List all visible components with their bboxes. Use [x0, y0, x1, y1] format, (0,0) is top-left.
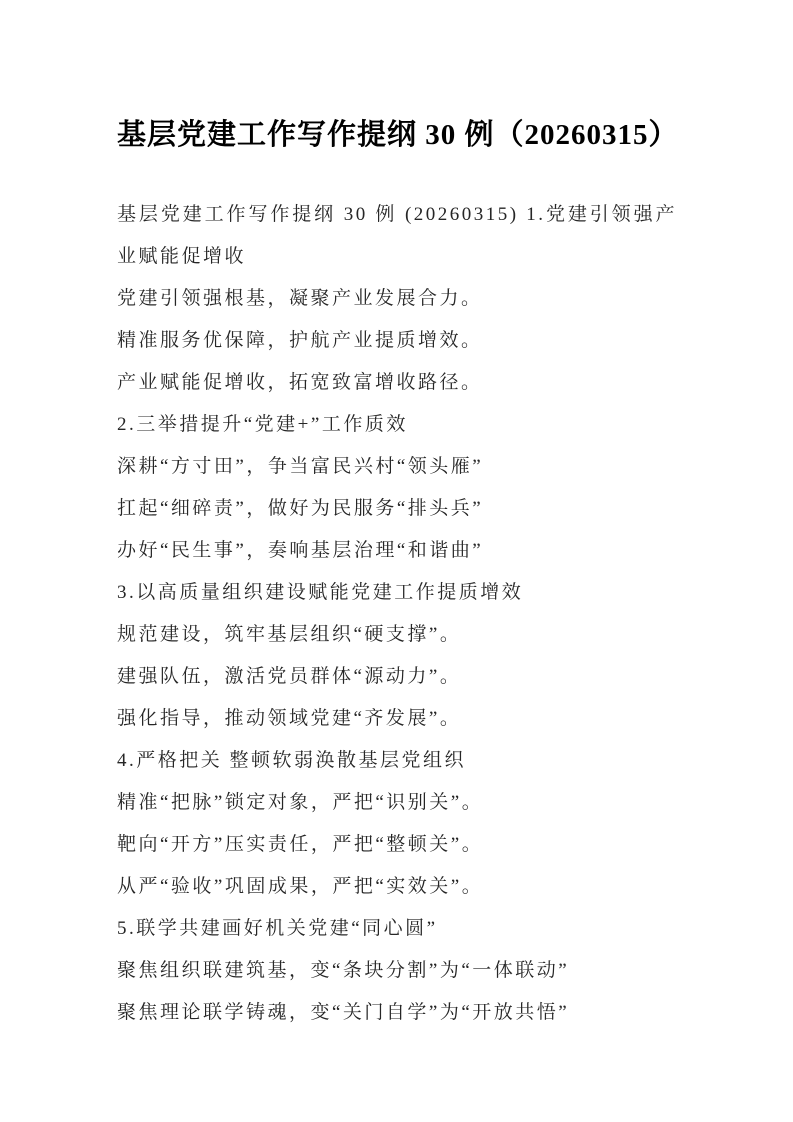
paragraph: 4.严格把关 整顿软弱涣散基层党组织 — [117, 750, 467, 771]
paragraph: 2.三举措提升“党建+”工作质效 — [117, 414, 408, 435]
paragraph: 党建引领强根基，凝聚产业发展合力。 — [117, 288, 483, 309]
paragraph: 精准“把脉”锁定对象，严把“识别关”。 — [117, 792, 484, 813]
paragraph: 建强队伍，激活党员群体“源动力”。 — [117, 666, 462, 687]
paragraph: 3.以高质量组织建设赋能党建工作提质增效 — [117, 582, 524, 603]
paragraph: 深耕“方寸田”，争当富民兴村“领头雁” — [117, 456, 484, 477]
paragraph: 从严“验收”巩固成果，严把“实效关”。 — [117, 876, 484, 897]
page-title: 基层党建工作写作提纲 30 例（20260315） — [117, 119, 679, 151]
paragraph: 5.联学共建画好机关党建“同心圆” — [117, 918, 438, 939]
paragraph: 聚焦理论联学铸魂，变“关门自学”为“开放共悟” — [117, 1002, 570, 1023]
paragraph: 办好“民生事”，奏响基层治理“和谐曲” — [117, 540, 484, 561]
paragraph: 强化指导，推动领域党建“齐发展”。 — [117, 708, 462, 729]
paragraph: 聚焦组织联建筑基，变“条块分割”为“一体联动” — [117, 960, 570, 981]
paragraph: 产业赋能促增收，拓宽致富增收路径。 — [117, 372, 483, 393]
paragraph: 精准服务优保障，护航产业提质增效。 — [117, 330, 483, 351]
document-body — [117, 194, 677, 1034]
paragraph: 扛起“细碎责”，做好为民服务“排头兵” — [117, 498, 484, 519]
paragraph: 规范建设，筑牢基层组织“硬支撑”。 — [117, 624, 462, 645]
paragraph: 基层党建工作写作提纲 30 例 (20260315) 1.党建引领强产业赋能促增收 — [117, 204, 677, 267]
paragraph: 靶向“开方”压实责任，严把“整顿关”。 — [117, 834, 484, 855]
